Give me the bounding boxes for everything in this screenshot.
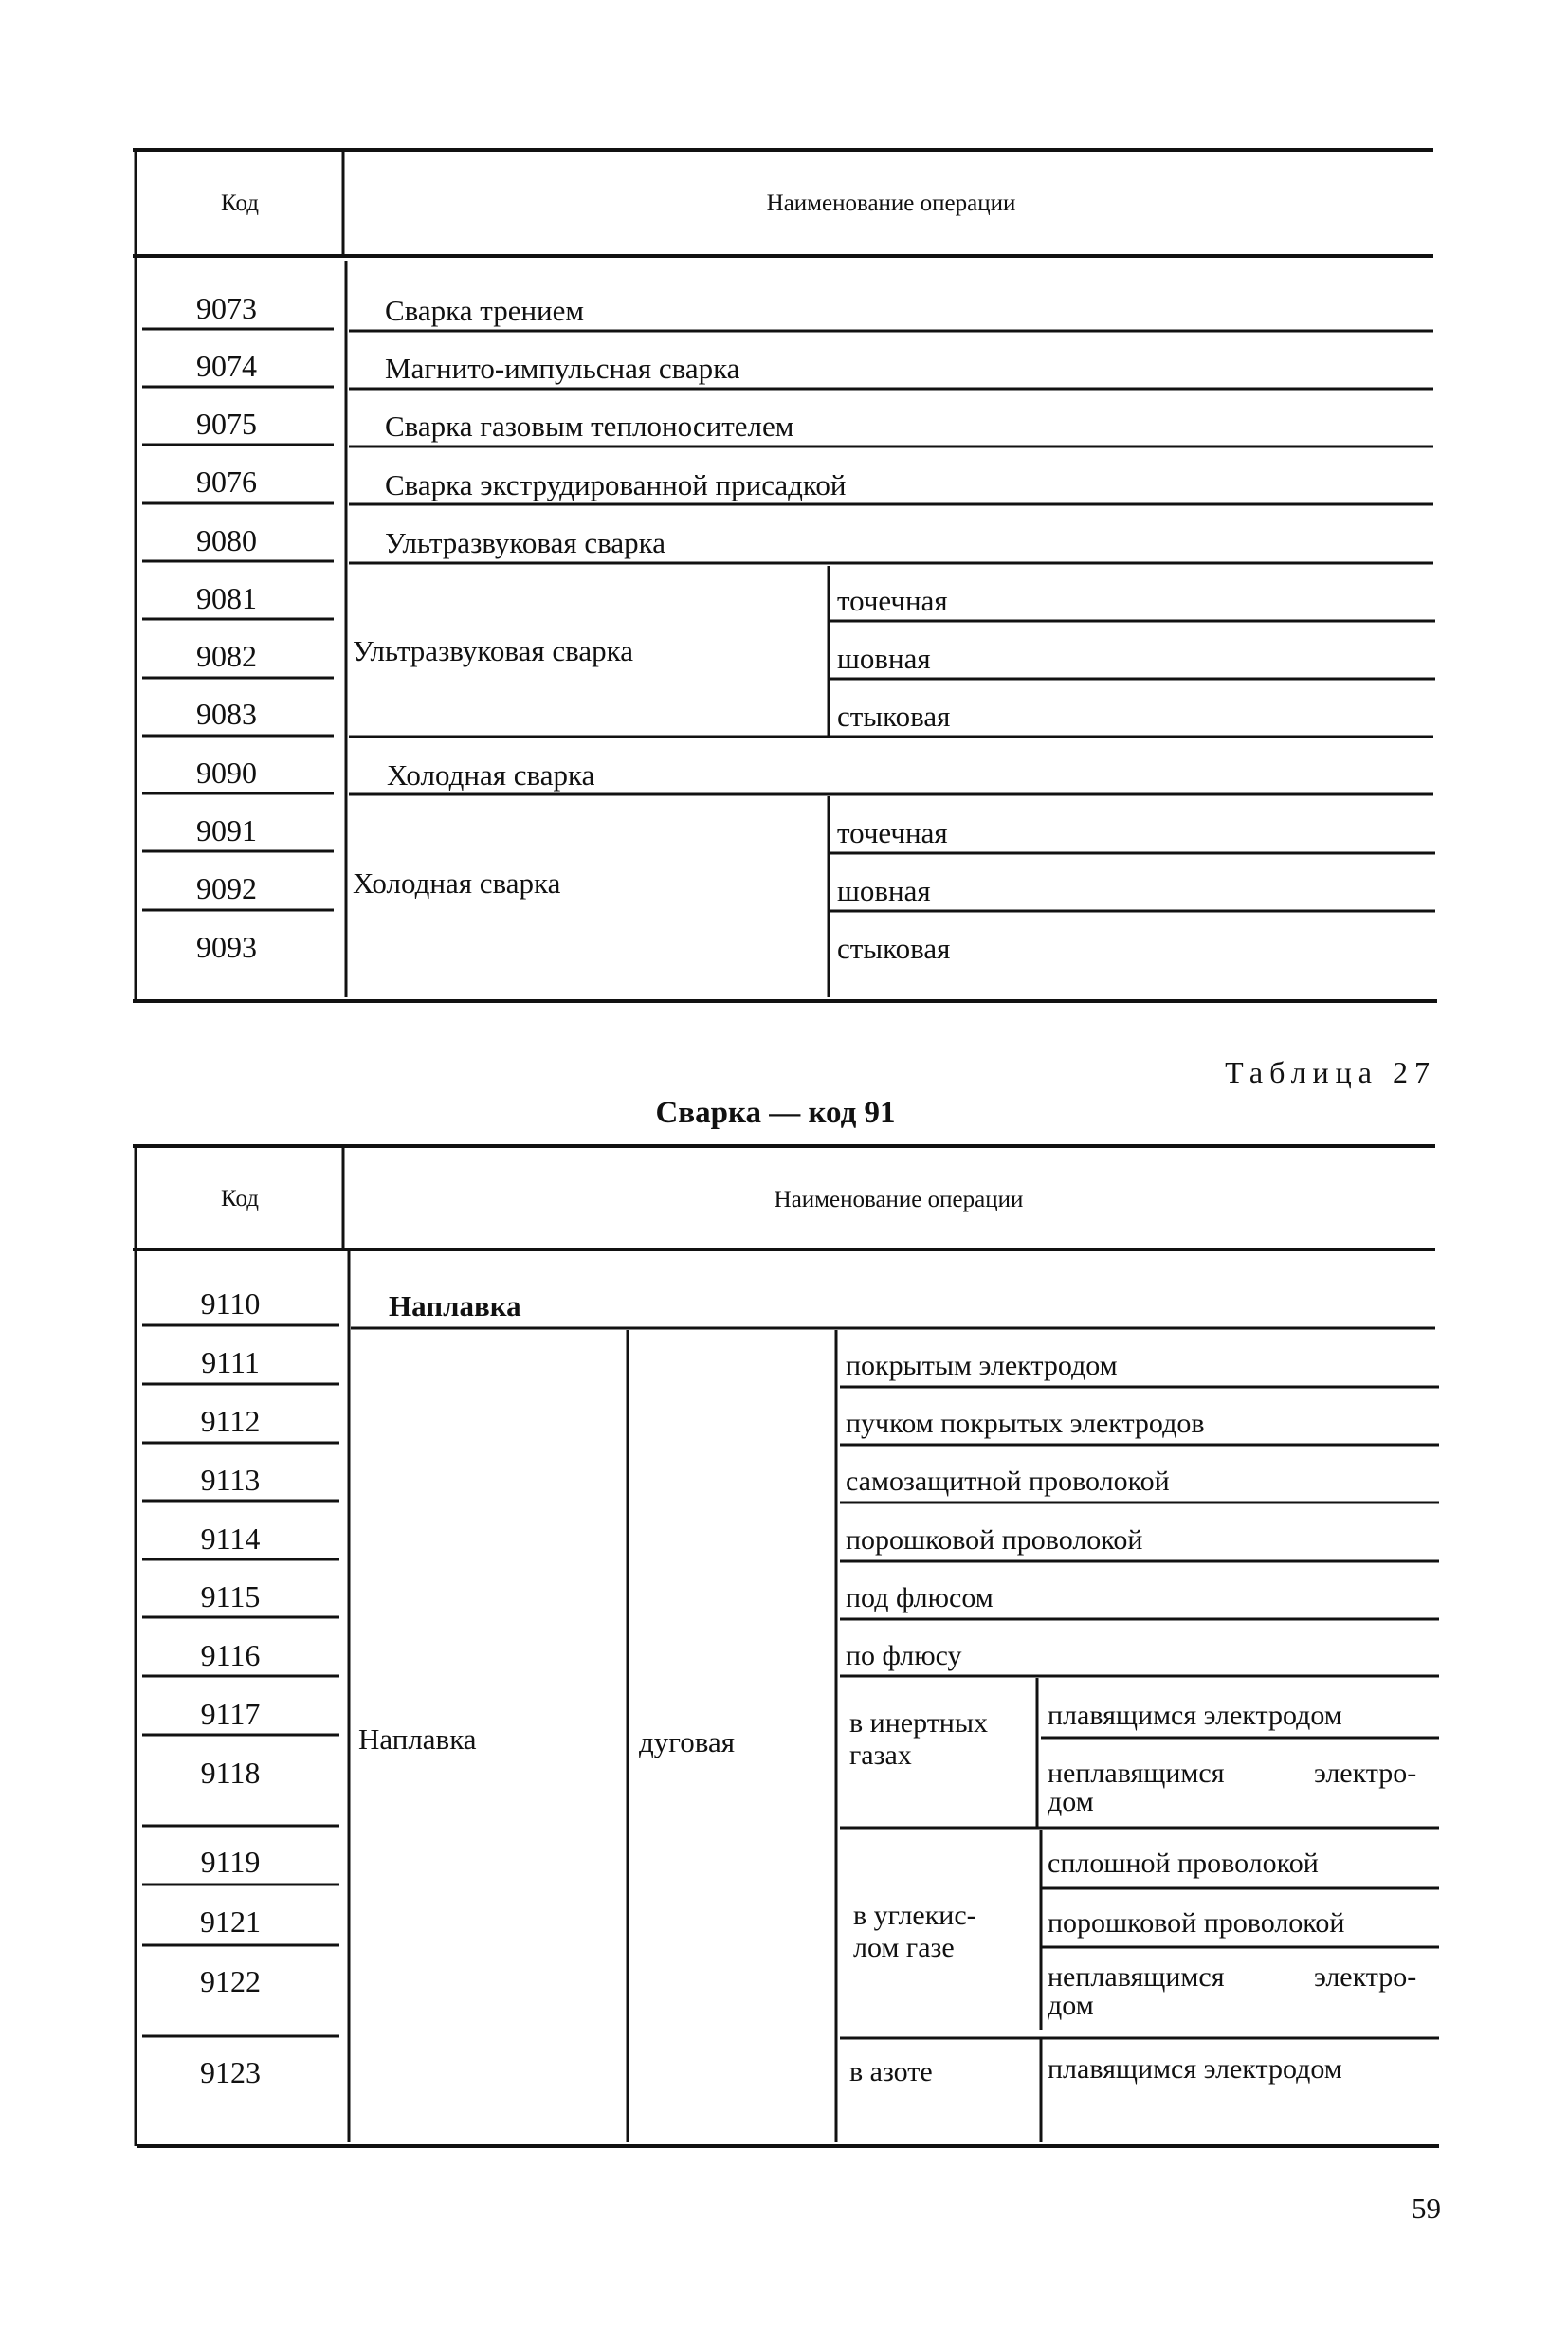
table-1-code: 9093 xyxy=(196,930,257,964)
table-1-code: 9092 xyxy=(196,871,257,905)
table-1-code: 9091 xyxy=(196,813,257,847)
table-2-code: 9111 xyxy=(201,1345,260,1379)
table-2-code: 9123 xyxy=(200,2055,261,2089)
table-1-code: 9083 xyxy=(196,697,257,731)
table-1-name: стыковая xyxy=(837,700,951,733)
table-2-name: плавящимся электродом xyxy=(1048,2053,1342,2085)
table-2-name-wrapped: неплавящимся электро-дом xyxy=(1048,1758,1417,1817)
table-1-name: Сварка трением xyxy=(385,294,585,327)
table-1-name: Магнито-импульсная сварка xyxy=(385,352,740,385)
table-2-title: Сварка — код 91 xyxy=(655,1096,896,1130)
table-1-code: 9090 xyxy=(196,756,257,790)
table-2-header-code: Код xyxy=(221,1186,259,1211)
table-2-code: 9110 xyxy=(200,1286,261,1321)
table-1-code: 9074 xyxy=(196,349,257,383)
table-1-code: 9082 xyxy=(196,639,257,673)
table-1-name: Ультразвуковая сварка xyxy=(385,526,665,559)
table-1-code: 9073 xyxy=(196,291,257,325)
table-1-name: точечная xyxy=(837,584,948,617)
table-2-code: 9121 xyxy=(200,1904,261,1939)
table-2 xyxy=(133,1146,1439,2146)
table-2-name: по флюсу xyxy=(846,1640,962,1671)
table-1-code: 9076 xyxy=(196,465,257,499)
table-1-code: 9075 xyxy=(196,407,257,441)
page-number: 59 xyxy=(1412,2192,1441,2225)
table-2-name: покрытым электродом xyxy=(846,1350,1118,1381)
table-2-group-inert: в инертных газах xyxy=(849,1707,989,1771)
table-2-group-co2: в углекис-лом газе xyxy=(853,1900,976,1963)
table-2-name: плавящимся электродом xyxy=(1048,1700,1342,1731)
table-1 xyxy=(133,150,1437,1001)
table-1-group-label: Холодная сварка xyxy=(353,866,561,900)
table-2-name: под флюсом xyxy=(846,1582,994,1613)
table-2-group-nitrogen: в азоте xyxy=(849,2056,933,2087)
table-2-level1-label: Наплавка xyxy=(389,1289,521,1322)
table-1-group-label: Ультразвуковая сварка xyxy=(353,634,633,667)
table-2-name-wrapped: неплавящимся электро-дом xyxy=(1048,1961,1417,2021)
table-1-code: 9081 xyxy=(196,581,257,615)
table-2-name: пучком покрытых электродов xyxy=(846,1408,1205,1439)
table-2-rules xyxy=(133,1146,1439,2146)
table-2-code: 9118 xyxy=(200,1756,261,1790)
table-2-codes xyxy=(200,1286,261,2089)
table-2-code: 9115 xyxy=(200,1579,261,1613)
table-2-level1-merged: Наплавка xyxy=(358,1722,477,1756)
table-1-name: точечная xyxy=(837,816,948,849)
table-1-codes xyxy=(196,291,257,964)
table-2-code: 9116 xyxy=(200,1638,261,1672)
table-2-level2-merged: дуговая xyxy=(639,1725,735,1758)
table-2-name: сплошной проволокой xyxy=(1048,1848,1319,1879)
table-1-header-code: Код xyxy=(221,191,259,216)
table-1-name: Сварка газовым теплоносителем xyxy=(385,410,794,443)
table-2-code: 9113 xyxy=(200,1463,261,1497)
table-1-header-name: Наименование операции xyxy=(766,191,1016,216)
table-2-code: 9119 xyxy=(200,1845,261,1879)
table-2-name: порошковой проволокой xyxy=(1048,1907,1345,1939)
table-2-code: 9114 xyxy=(200,1521,261,1556)
table-1-name: шовная xyxy=(837,874,931,907)
table-2-name: порошковой проволокой xyxy=(846,1524,1143,1556)
table-label: Таблица 27 xyxy=(1225,1055,1436,1089)
table-1-names xyxy=(353,294,950,965)
table-1-code: 9080 xyxy=(196,523,257,557)
table-2-header-name: Наименование операции xyxy=(774,1187,1024,1212)
table-2-name: самозащитной проволокой xyxy=(846,1466,1170,1497)
table-1-rules xyxy=(133,150,1437,1001)
table-1-name: стыковая xyxy=(837,932,951,965)
table-2-code: 9122 xyxy=(200,1964,261,1998)
table-2-code: 9117 xyxy=(200,1697,261,1731)
table-1-name: Холодная сварка xyxy=(387,758,595,792)
table-2-code: 9112 xyxy=(200,1404,261,1438)
table-1-name: шовная xyxy=(837,642,931,675)
table-1-name: Сварка экструдированной присадкой xyxy=(385,468,847,501)
